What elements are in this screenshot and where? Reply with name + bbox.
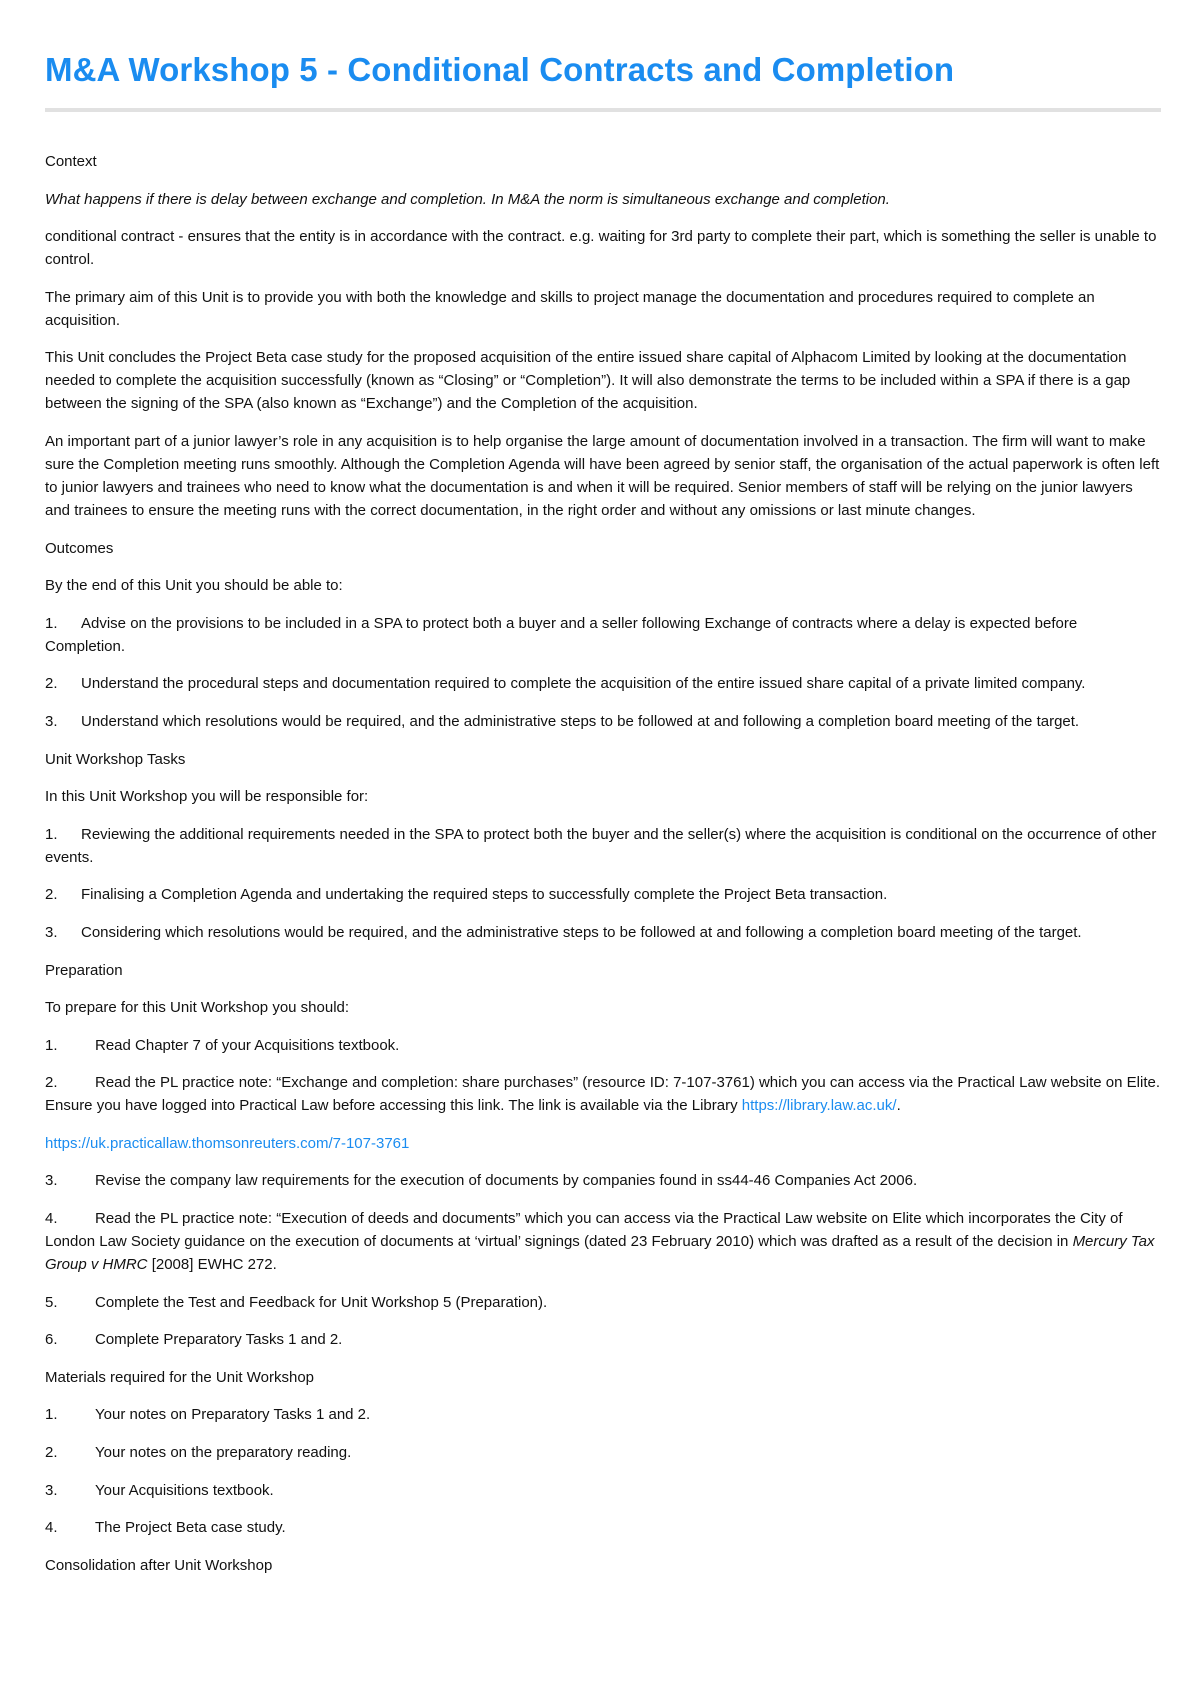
- case-name: Mercury Tax Group v HMRC: [45, 1233, 1155, 1274]
- list-number: 2.: [45, 1444, 58, 1462]
- outcome-item: [45, 710, 1161, 733]
- list-text: Complete Preparatory Tasks 1 and 2.: [95, 1331, 343, 1349]
- consolidation-heading: Consolidation after Unit Workshop: [45, 1556, 273, 1574]
- materials-item: [45, 1479, 1161, 1502]
- list-text: Understand which resolutions would be required, and the administrative steps to be followed at and following a completion board meeting of the target.: [81, 712, 1080, 730]
- preparation-item: [45, 1169, 1161, 1192]
- task-item: [45, 823, 1161, 869]
- list-text: Complete the Test and Feedback for Unit Workshop 5 (Preparation).: [95, 1293, 548, 1311]
- list-text: Reviewing the additional requirements needed in the SPA to protect both the buyer and the seller(s) where the acquisition is conditional on the occurrence of other events.: [45, 825, 1157, 866]
- list-number: 3.: [45, 1172, 58, 1190]
- preparation-item: [45, 1328, 1161, 1351]
- list-text: Read Chapter 7 of your Acquisitions textbook.: [95, 1036, 400, 1054]
- list-number: 3.: [45, 712, 58, 730]
- list-number: 6.: [45, 1331, 58, 1349]
- list-number: 2.: [45, 675, 58, 693]
- list-number: 1.: [45, 614, 58, 632]
- outcome-item: [45, 672, 1161, 695]
- list-text-tail: [2008] EWHC 272.: [147, 1256, 277, 1274]
- outcomes-intro: By the end of this Unit you should be able to:: [45, 577, 343, 595]
- list-number: 2.: [45, 886, 58, 904]
- preparation-item: [45, 1291, 1161, 1314]
- preparation-item: [45, 1071, 1161, 1117]
- list-text: Read the PL practice note: “Exchange and completion: share purchases” (resource ID: 7-107-3761) which you can access via the Practical Law website on Elite. Ensure you have logged into Practical Law before accessing this link. The link is available via the Library: [45, 1074, 1161, 1115]
- context-heading: Context: [45, 153, 97, 170]
- practicallaw-link[interactable]: https://uk.practicallaw.thomsonreuters.com/7-107-3761: [45, 1134, 410, 1152]
- list-text: Your notes on the preparatory reading.: [95, 1444, 352, 1462]
- context-paragraph-concludes: This Unit concludes the Project Beta case study for the proposed acquisition of the entire issued share capital of Alphacom Limited by looking at the documentation needed to complete the acquisition successfully (known as “Closing” or “Completion”). It will also demonstrate the terms to be included within a SPA if there is a gap between the signing of the SPA (also known as “Exchange”) and the Completion of the acquisition.: [45, 349, 1131, 413]
- materials-heading: Materials required for the Unit Workshop: [45, 1368, 315, 1386]
- title-divider: [45, 108, 1161, 112]
- list-text: Revise the company law requirements for the execution of documents by companies found in ss44-46 Companies Act 2006.: [95, 1172, 918, 1190]
- outcomes-heading: Outcomes: [45, 539, 114, 557]
- list-text: Finalising a Completion Agenda and undertaking the required steps to successfully complete the Project Beta transaction.: [81, 886, 888, 904]
- context-paragraph-conditional: conditional contract - ensures that the entity is in accordance with the contract. e.g. waiting for 3rd party to complete their part, which is something the seller is unable to control.: [45, 228, 1157, 269]
- list-text: Considering which resolutions would be required, and the administrative steps to be followed at and following a completion board meeting of the target.: [81, 923, 1082, 941]
- materials-item: [45, 1441, 1161, 1464]
- list-number: 1.: [45, 1036, 58, 1054]
- list-number: 1.: [45, 825, 58, 843]
- tasks-heading: Unit Workshop Tasks: [45, 750, 186, 768]
- list-text: Advise on the provisions to be included in a SPA to protect both a buyer and a seller following Exchange of contracts where a delay is expected before Completion.: [45, 614, 1078, 655]
- list-text: Understand the procedural steps and documentation required to complete the acquisition of the entire issued share capital of a private limited company.: [81, 675, 1086, 693]
- materials-item: [45, 1403, 1161, 1426]
- list-text: Your Acquisitions textbook.: [95, 1481, 274, 1499]
- list-text-tail: .: [896, 1097, 901, 1115]
- context-italic-intro: What happens if there is delay between exchange and completion. In M&A the norm is simultaneous exchange and completion.: [45, 190, 890, 208]
- tasks-intro: In this Unit Workshop you will be responsible for:: [45, 788, 369, 806]
- preparation-item: [45, 1034, 1161, 1057]
- library-link[interactable]: https://library.law.ac.uk/: [741, 1097, 897, 1115]
- page-title: M&A Workshop 5 - Conditional Contracts and Completion: [45, 51, 955, 88]
- practicallaw-link-paragraph: [45, 1132, 1161, 1155]
- task-item: [45, 883, 1161, 906]
- outcome-item: [45, 612, 1161, 658]
- list-number: 3.: [45, 923, 58, 941]
- preparation-heading: Preparation: [45, 961, 123, 979]
- task-item: [45, 921, 1161, 944]
- preparation-intro: To prepare for this Unit Workshop you should:: [45, 999, 350, 1017]
- list-number: 1.: [45, 1406, 58, 1424]
- list-text: Read the PL practice note: “Execution of deeds and documents” which you can access via the Practical Law website on Elite which incorporates the City of London Law Society guidance on the execution of documents at ‘virtual’ signings (dated 23 February 2010) which was drafted as a result of the decision in: [45, 1210, 1123, 1251]
- document-body: [45, 150, 1161, 1577]
- list-number: 5.: [45, 1293, 58, 1311]
- list-number: 4.: [45, 1210, 58, 1228]
- materials-item: [45, 1516, 1161, 1539]
- preparation-item: [45, 1207, 1161, 1276]
- list-number: 3.: [45, 1481, 58, 1499]
- list-number: 2.: [45, 1074, 58, 1092]
- list-number: 4.: [45, 1519, 58, 1537]
- context-paragraph-junior: An important part of a junior lawyer’s role in any acquisition is to help organise the large amount of documentation involved in a transaction. The firm will want to make sure the Completion meeting runs smoothly. Although the Completion Agenda will have been agreed by senior staff, the organisation of the actual paperwork is often left to junior lawyers and trainees who need to know what the documentation is and when it will be required. Senior members of staff will be relying on the junior lawyers and trainees to ensure the meeting runs with the correct documentation, in the right order and without any omissions or last minute changes.: [45, 432, 1160, 519]
- context-paragraph-aim: The primary aim of this Unit is to provide you with both the knowledge and skills to project manage the documentation and procedures required to complete an acquisition.: [45, 288, 1095, 329]
- list-text: Your notes on Preparatory Tasks 1 and 2.: [95, 1406, 371, 1424]
- list-text: The Project Beta case study.: [95, 1519, 286, 1537]
- document-page: [45, 0, 1161, 1591]
